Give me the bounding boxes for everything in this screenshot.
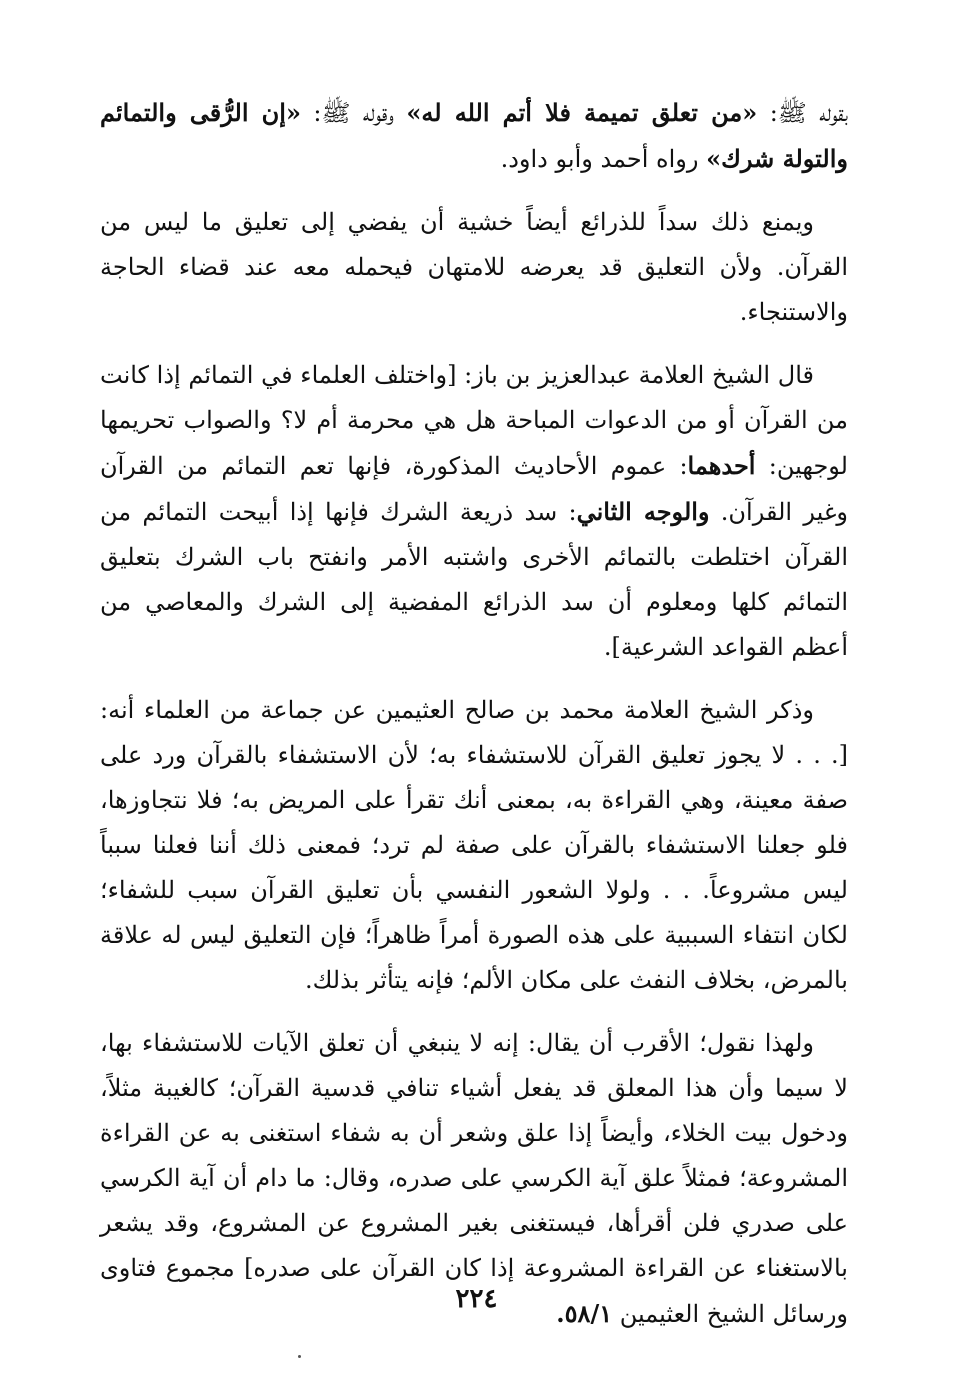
paragraph-blocking-means	[100, 200, 848, 335]
page-body	[100, 90, 848, 1355]
text-segment: وقوله ﷺ:	[300, 99, 407, 127]
text-segment: : عموم الأحاديث المذكورة، فإنها تعم التمائم من القرآن وغير القرآن.	[100, 452, 848, 526]
scan-speck	[298, 1355, 301, 1358]
bold-text-segment: ٥٨/١.	[556, 1299, 613, 1328]
paragraph-ibn-baz	[100, 353, 848, 670]
text-segment: قال الشيخ العلامة عبدالعزيز بن باز: [واختلف العلماء في التمائم إذا كانت من القرآن أو من الدعوات المباحة هل هي محرمة أم لا؟ والصواب تحريمها لوجهين:	[100, 361, 848, 480]
paragraph-ibn-uthaymeen	[100, 688, 848, 1003]
page-number: ٢٢٤	[455, 1284, 498, 1314]
bold-text-segment: أحدهما	[687, 451, 756, 480]
text-segment: وذكر الشيخ العلامة محمد بن صالح العثيمين عن جماعة من العلماء أنه: [. . . لا يجوز تعليق القرآن للاستشفاء به؛ لأن الاستشفاء بالقرآن ورد على صفة معينة، وهي القراءة به، بمعنى أنك تقرأ على المريض به؛ فلا نتجاوزها، فلو جعلنا الاستشفاء بالقرآن على صفة لم ترد؛ فمعنى ذلك أننا فعلنا سبباً ليس مشروعاً. . . ولولا الشعور النفسي بأن تعليق القرآن سبب للشفاء؛ لكان انتفاء السببية على هذه الصورة أمراً ظاهراً؛ فإن التعليق ليس له علاقة بالمرض، بخلاف النفث على مكان الألم؛ فإنه يتأثر بذلك.	[100, 696, 849, 994]
bold-text-segment: والوجه الثاني	[576, 497, 710, 526]
text-segment: بقوله ﷺ:	[757, 99, 849, 127]
paragraph-hadith-amulets	[100, 90, 848, 182]
text-segment: رواه أحمد وأبو داود.	[500, 145, 707, 173]
text-segment: : سد ذريعة الشرك فإنها إذا أبيحت التمائم من القرآن اختلطت بالتمائم الأخرى واشتبه الأمر وانفتح باب الشرك بتعليق التمائم كلها ومعلوم أن سد الذرائع المفضية إلى الشرك والمعاصي من أعظم القواعد الشرعية].	[100, 498, 848, 661]
text-segment: ويمنع ذلك سداً للذرائع أيضاً خشية أن يفضي إلى تعليق ما ليس من القرآن. ولأن التعليق قد يعرضه للامتهان فيحمله معه عند قضاء الحاجة والاستنجاء.	[100, 208, 848, 326]
bold-text-segment: «من تعلق تميمة فلا أتم الله له»	[406, 98, 758, 127]
text-segment: ولهذا نقول؛ الأقرب أن يقال: إنه لا ينبغي أن تعلق الآيات للاستشفاء بها، لا سيما وأن هذا المعلق قد يفعل أشياء تنافي قدسية القرآن؛ كالغيبة مثلاً، ودخول بيت الخلاء، وأيضاً إذا علق وشعر أن به شفاء استغنى به عن القراءة المشروعة؛ فمثلاً علق آية الكرسي على صدره، وقال: ما دام أن آية الكرسي على صدري فلن أقرأها، فيستغنى بغير المشروع عن المشروع، وقد يشعر بالاستغناء عن القراءة المشروعة إذا كان القرآن على صدره] مجموع فتاوى ورسائل الشيخ العثيمين	[100, 1029, 848, 1328]
bold-text-segment: «إن الرُّقى والتمائم والتولة شرك»	[100, 98, 848, 173]
